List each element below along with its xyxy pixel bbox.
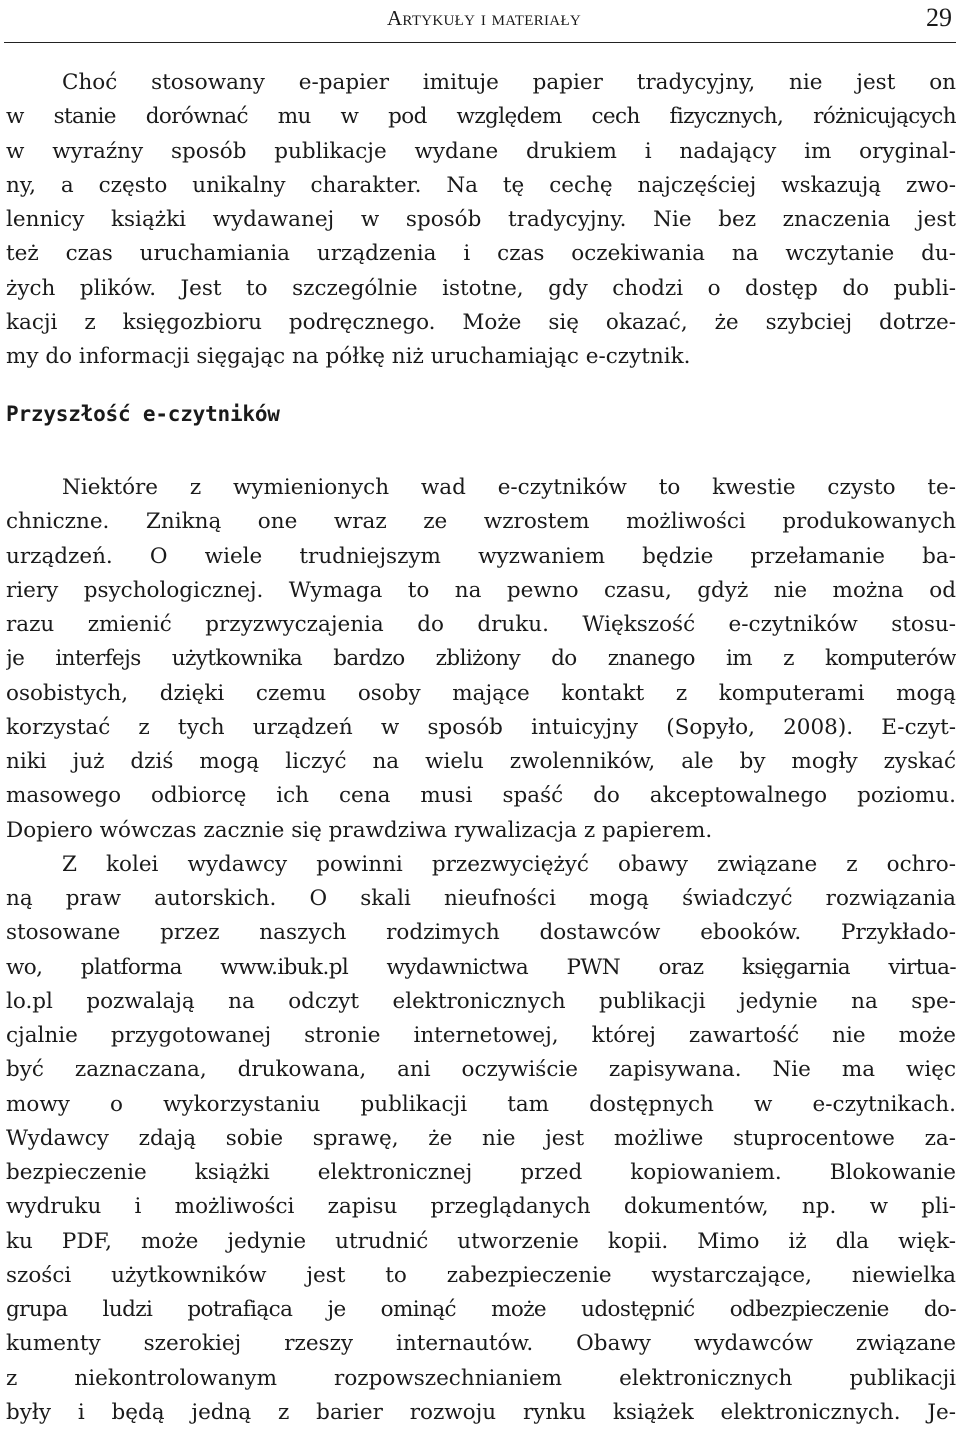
paragraph-1 [6, 66, 956, 374]
text-line: kacji z księgozbioru podręcznego. Może się okazać, że szybciej dotrze- [6, 309, 956, 335]
text-line: były i będą jedną z barier rozwoju rynku książek elektronicznych. Je- [6, 1399, 956, 1425]
text-line: cjalnie przygotowanej stronie internetowej, której zawartość nie może [6, 1023, 956, 1048]
text-line: Choć stosowany e-papier imituje papier tradycyjny, nie jest on [62, 70, 956, 95]
running-header [4, 2, 956, 38]
header-rule [4, 42, 956, 43]
text-line: Dopiero wówczas zacznie się prawdziwa rywalizacja z papierem. [6, 817, 713, 843]
text-line: w wyraźny sposób publikacje wydane drukiem i nadający im oryginal- [6, 138, 956, 164]
text-line: w stanie dorównać mu w pod względem cech fizycznych, różnicujących [6, 104, 956, 130]
text-line: stosowane przez naszych rodzimych dostawców ebooków. Przykłado- [6, 920, 956, 946]
text-line: urządzeń. O wiele trudniejszym wyzwaniem będzie przełamanie ba- [6, 543, 956, 569]
text-line: też czas uruchamiania urządzenia i czas oczekiwania na wczytanie du- [6, 241, 956, 267]
text-line: my do informacji sięgając na półkę niż uruchamiając e-czytnik. [6, 344, 691, 369]
text-line: razu zmienić przyzwyczajenia do druku. Większość e-czytników stosu- [6, 612, 956, 637]
text-line: korzystać z tych urządzeń w sposób intuicyjny (Sopyło, 2008). E-czyt- [6, 714, 956, 740]
text-line: kumenty szerokiej rzeszy internautów. Obawy wydawców związane [6, 1331, 956, 1357]
text-line: wydruku i możliwości zapisu przeglądanych dokumentów, np. w pli- [6, 1194, 956, 1220]
text-line: wo, platforma www.ibuk.pl wydawnictwa PWN oraz księgarnia virtua- [6, 954, 956, 980]
section-body [6, 471, 956, 1430]
text-line: Wydawcy zdają sobie sprawę, że nie jest możliwe stuprocentowe za- [6, 1125, 956, 1151]
text-line: Niektóre z wymienionych wad e-czytników to kwestie czysto te- [62, 475, 956, 500]
text-line: być zaznaczana, drukowana, ani oczywiście zapisywana. Nie ma więc [6, 1057, 956, 1083]
text-line: osobistych, dzięki czemu osoby mające kontakt z komputerami mogą [6, 680, 956, 706]
text-line: chniczne. Znikną one wraz ze wzrostem możliwości produkowanych [6, 509, 956, 535]
page-number: 29 [926, 3, 952, 32]
text-line: masowego odbiorcę ich cena musi spaść do akceptowalnego poziomu. [6, 783, 956, 809]
paragraph-3 [6, 848, 956, 1430]
text-line: lennicy książki wydawanej w sposób tradycyjny. Nie bez znaczenia jest [6, 207, 956, 232]
text-line: mowy o wykorzystaniu publikacji tam dostępnych w e-czytnikach. [6, 1091, 956, 1117]
text-line: ną praw autorskich. O skali nieufności mogą świadczyć rozwiązania [6, 886, 956, 911]
text-line: szości użytkowników jest to zabezpieczenie wystarczające, niewielka [6, 1262, 956, 1288]
paragraph-2 [6, 471, 956, 848]
text-line: grupa ludzi potrafiąca je ominąć może udostępnić odbezpieczenie do- [6, 1297, 956, 1322]
running-title: Artykuły i materiały [386, 6, 582, 30]
text-line: ny, a często unikalny charakter. Na tę cechę najczęściej wskazują zwo- [6, 172, 956, 198]
text-line: niki już dziś mogą liczyć na wielu zwolenników, ale by mogły zyskać [6, 749, 956, 774]
text-line: żych plików. Jest to szczególnie istotne, gdy chodzi o dostęp do publi- [6, 275, 956, 301]
text-line: z niekontrolowanym rozpowszechnianiem elektronicznych publikacji [6, 1365, 956, 1391]
section-heading: Przyszłość e-czytników [6, 402, 280, 426]
text-line: lo.pl pozwalają na odczyt elektronicznych publikacji jedynie na spe- [6, 988, 956, 1014]
text-line: bezpieczenie książki elektronicznej przed kopiowaniem. Blokowanie [6, 1160, 956, 1185]
text-line: Z kolei wydawcy powinni przezwyciężyć obawy związane z ochro- [62, 851, 956, 877]
text-line: ku PDF, może jedynie utrudnić utworzenie kopii. Mimo iż dla więk- [6, 1228, 956, 1254]
text-line: riery psychologicznej. Wymaga to na pewno czasu, gdyż nie można od [6, 577, 956, 603]
text-line: je interfejs użytkownika bardzo zbliżony do znanego im z komputerów [6, 646, 956, 672]
